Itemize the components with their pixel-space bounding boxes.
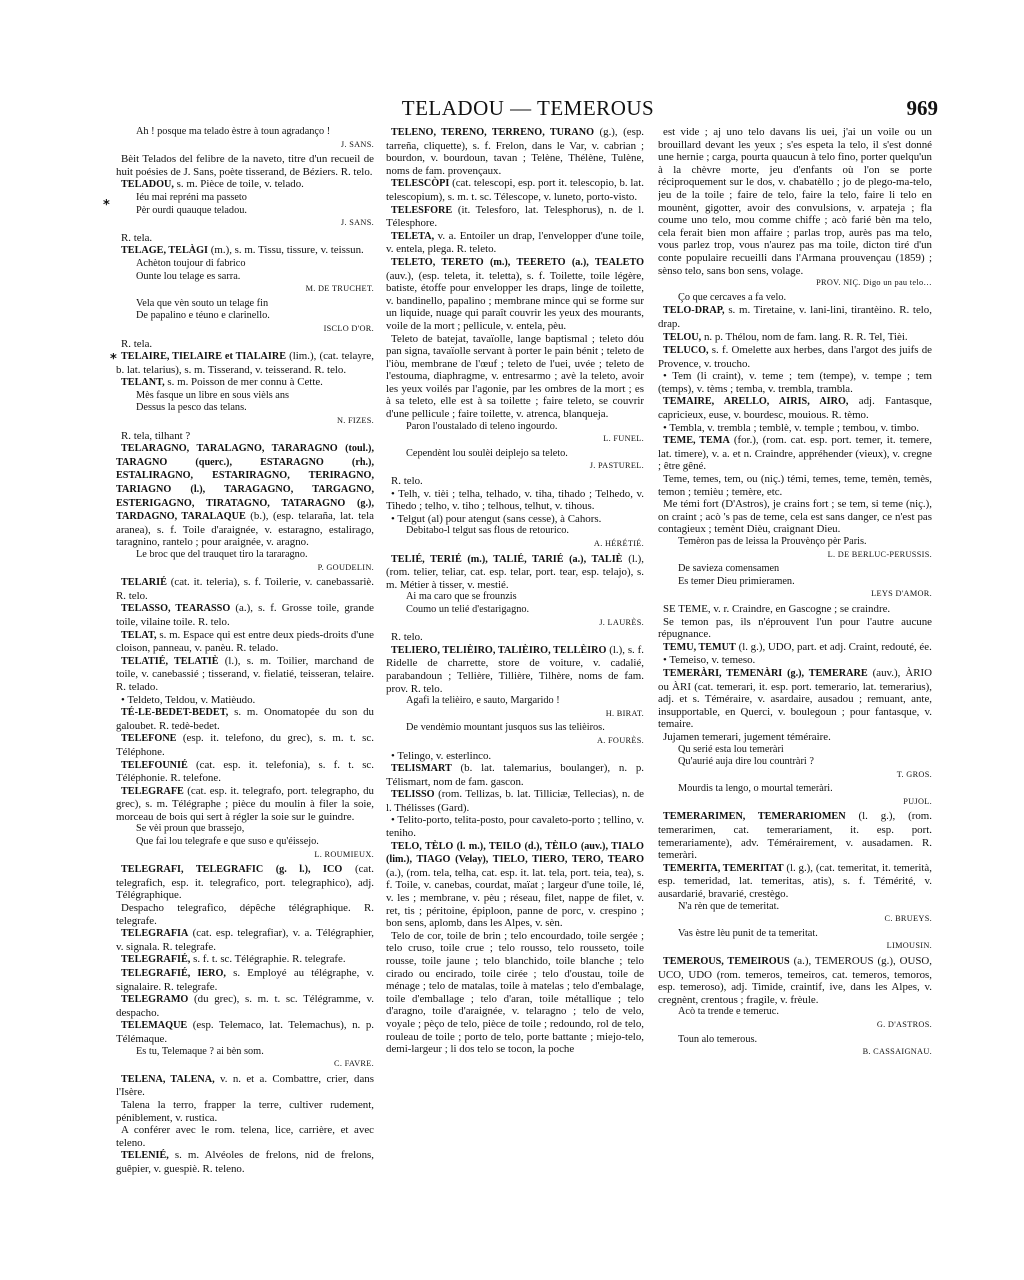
quotation-line: De savieza comensamen [678, 563, 780, 575]
quotation-author: LIMOUSIN. [886, 941, 932, 951]
quotation-author: J. SANS. [340, 218, 374, 228]
dictionary-entry [386, 840, 644, 930]
dictionary-entry [658, 616, 932, 641]
quotation-line: Temèron pas de leissa la Prouvènço pèr Paris. [678, 536, 867, 547]
dictionary-entry [116, 863, 374, 902]
dictionary-entry [116, 1149, 374, 1175]
dictionary-entry [658, 862, 932, 901]
entry-text: R. tela, tilhant ? [121, 429, 191, 442]
entry-text: • Temeiso, v. temeso. [663, 654, 756, 667]
dictionary-entry [116, 902, 374, 927]
entry-text: • Telingo, v. esterlinco. [391, 749, 492, 762]
dictionary-entry [658, 654, 932, 667]
entry-headword: TELISMART [391, 763, 452, 775]
entry-text: (l.), s. f. Ridelle de charrette, store de voiture, v. cadalié, parabandoun ; Tellière, Tillière, Tilhère, noms de fam. prov. R. telo. [386, 643, 644, 695]
dictionary-entry [116, 178, 374, 192]
quotation-line: Agafi la telièiro, e sauto, Margarido ! [406, 695, 560, 707]
dictionary-entry [658, 603, 932, 616]
dictionary-entry [658, 667, 932, 731]
dictionary-entry [386, 513, 644, 526]
quotation-author: L. ROUMIEUX. [314, 849, 374, 859]
dictionary-entry [116, 1099, 374, 1124]
dictionary-entry [116, 376, 374, 390]
dictionary-entry [116, 759, 374, 785]
quotation-line: Ço que cercaves a fa velo. [678, 291, 787, 303]
dictionary-entry [658, 498, 932, 536]
quotation-line: Vela que vèn souto un telage fin [136, 297, 269, 309]
entry-text: s. m. Alvéoles de frelons, nid de frelons, guêpier, v. guespiè. R. teleno. [116, 1149, 374, 1175]
entry-text: n. p. Thélou, nom de fam. lang. R. R. Tel, Tièi. [703, 330, 908, 343]
entry-headword: TELARIÉ [121, 577, 167, 589]
entry-text: (b.), (esp. telaraña, lat. tela aranea), s. f. Toile d'araignée, v. estaragno, estalirago, taragnino, rantelo ; pour araignée, v. aragno. [116, 510, 374, 549]
entry-headword: TEMAIRE, ARELLO, AIRIS, AIRO, [663, 396, 849, 408]
running-title: TELADOU — TEMEROUS [401, 96, 655, 120]
quotation-author: P. GOUDELIN. [317, 562, 374, 572]
entry-headword: TELASSO, TEARASSO [121, 603, 231, 615]
quotation-line: Toun alo temerous. [678, 1033, 758, 1045]
entry-headword: TELADOU, [121, 179, 174, 191]
dictionary-entry [116, 1124, 374, 1149]
quotation-line: Ah ! posque ma telado èstre à toun agradanço ! [136, 126, 331, 137]
entry-text: (l.), (rom. telier, teliar, cat. esp. telar, port. tear, esp. telajo), s. m. Métier à tisser, v. mestié. [386, 552, 644, 591]
entry-text: • Telgut (al) pour atengut (sans cesse), à Cahors. [391, 512, 602, 525]
entry-text: (l. g.), (rom. temerarimen, cat. temerariament, it. esp. port. temerariamente), adv. Témérairement, v. ausadamen. R. temeràri. [658, 810, 932, 862]
dictionary-entry [658, 344, 932, 370]
quotation-author: L. FUNEL. [603, 434, 644, 444]
entry-text: s. f. t. sc. Télégraphie. R. telegrafe. [193, 953, 346, 966]
dictionary-entry [116, 350, 374, 376]
entry-text: s. m. Tiretaine, v. lani-lini, tirantèino. R. telo, drap. [658, 304, 932, 330]
entry-headword: TELISSO [391, 789, 435, 801]
quotation-author: C. FAVRE. [334, 1059, 374, 1069]
entry-headword: TELAIRE, TIELAIRE et TIALAIRE [121, 351, 286, 363]
entry-headword: TELATIÉ, TELATIÈ [121, 655, 219, 667]
dictionary-entry [658, 641, 932, 655]
dictionary-entry [116, 442, 374, 549]
entry-text: (m.), s. m. Tissu, tissure, v. teissun. [210, 244, 364, 257]
entry-text: (for.), (rom. cat. esp. port. temer, it. temere, lat. timere), v. a. et n. Craindre, appréhender (vieux), v. cregne ; être gêné. [658, 434, 932, 473]
dictionary-entry [386, 814, 644, 839]
quotation-author: J. PASTUREL. [589, 461, 644, 471]
entry-headword: TELENA, TALENA, [121, 1073, 215, 1085]
dictionary-entry [386, 475, 644, 488]
dictionary-entry [658, 422, 932, 435]
entry-text: SE TEME, v. r. Craindre, en Gascogne ; se craindre. [663, 602, 891, 615]
dictionary-entry [658, 331, 932, 345]
entry-text: • Teldeto, Teldou, v. Matièudo. [121, 693, 256, 706]
entry-headword: TELUCO, [663, 345, 709, 357]
page-header [118, 96, 938, 126]
entry-text: Teme, temes, tem, ou (niç.) témi, temes, teme, temèn, temès, temon ; temièu ; temère, etc. [658, 473, 932, 498]
entry-text: Despacho telegrafico, dépêche télégraphique. R. telegrafe. [116, 902, 374, 927]
quotation-line: Ounte lou telage es sarra. [136, 270, 241, 282]
entry-text: (cat. esp. it. telegrafo, port. telegrapho, du grec), s. m. Télégraphe ; pièce du moulin à filer la soie, morceau de bois qui sert à régler la soie sur le guindre. [116, 784, 374, 823]
quotation-line: Mès fasque un libre en sous vièls ans [136, 389, 289, 401]
entry-text: s. m. Onomatopée du son du galoubet. R. tedè-bedet. [116, 706, 374, 732]
entry-text: (a.), s. f. Grosse toile, grande toile, vilaine toile. R. telo. [116, 602, 374, 628]
dictionary-entry [658, 395, 932, 421]
quotation-author: M. DE TRUCHET. [305, 284, 374, 294]
entry-text: v. n. et a. Combattre, crier, dans l'Isère. [116, 1072, 374, 1099]
entry-headword: TELEGRAFIÉ, [121, 954, 191, 966]
entry-text: Teleto de batejat, tavaïolle, lange baptismal ; teleto dóu pan signa, tavaïolle servant à porter le pain bénit ; teleto de l'iòu, membrane de l'œuf ; teleto de l'uei, uvée ; teleto de l'estouma, diaphragme, v. entresarmo ; avè la teleto, avoir les yeux voilés par l'agonie, par les ombres de la mort ; es à sa teleto, elle est à sa toilette ; faire teleto, se couvrir d'une pellicule ; faire toilette, v. atrenca, blanqueja. [386, 332, 644, 421]
dictionary-entry [658, 473, 932, 498]
entry-headword: TEME, TEMA [663, 435, 730, 447]
margin-asterisk: * [110, 352, 117, 367]
dictionary-entry [658, 810, 932, 861]
entry-headword: TEMU, TEMUT [663, 641, 736, 653]
dictionary-entry [658, 955, 932, 1006]
entry-text: (lim.), (cat. telayre, b. lat. telarius), s. m. Tisserand, v. teisserand. R. telo. [116, 350, 374, 376]
quotation-line: N'a rèn que de temeritat. [678, 900, 780, 912]
dictionary-entry [386, 788, 644, 814]
entry-text: (cat. esp. telegrafiar), v. a. Télégraphier, v. signala. R. telegrafe. [116, 927, 374, 953]
entry-text: R. tela. [121, 337, 153, 350]
dictionary-entry [116, 967, 374, 993]
dictionary-entry [386, 177, 644, 203]
quotation-line: Acò ta trende e temeruc. [678, 1006, 779, 1018]
entry-text: (auv.), (esp. teleta, it. teletta), s. f. Toilette, toile légère, batiste, étoffe pour envelopper les draps, linge de toilette, v. bandinello, papalino ; membrane mince qui se forme sur un liquide, nuage qui paraît couvrir les yeux des mourants, voile de la mort ; pellicule, v. entela, pèu. [386, 269, 644, 332]
dictionary-entry [116, 1019, 374, 1045]
entry-headword: TEMERITA, TEMERITAT [663, 862, 784, 874]
entry-headword: TELAT, [121, 629, 157, 641]
quotation-line: Pèr ourdi quauque teladou. [136, 204, 247, 216]
entry-text: s. m. Espace qui est entre deux pieds-droits d'une cloison, panneau, v. panèu. R. telado. [116, 628, 374, 655]
dictionary-entry [386, 204, 644, 230]
dictionary-entry [658, 126, 932, 277]
quotation-line: Dessus la pesco das telans. [136, 402, 247, 414]
entry-text: (g.), (esp. tarreña, cliquette), s. f. Frelon, dans le Var, v. cabrian ; bourdon, v. bourdoun, tavan ; Telène, Thélène, Tulène, noms de fam. provençaux. [386, 126, 644, 177]
quotation-line: Cependènt lou soulèi deiplejo sa teleto. [406, 447, 568, 459]
quotation-line: Qu serié esta lou temeràri [678, 743, 784, 755]
entry-text: v. a. Entoiler un drap, l'envelopper d'une toile, v. entela, plega. R. teleto. [386, 229, 644, 256]
entry-headword: TELO, TÈLO (l. m.), TEILO (d.), TÈILO (auv.), TIALO (lim.), TIAGO (Velay), TIELO, TIERO, TERO, TEARO [386, 840, 644, 866]
dictionary-entry [386, 256, 644, 333]
entry-headword: TEMERARIMEN, TEMERARIOMEN [663, 811, 846, 823]
entry-text: s. m. Pièce de toile, v. telado. [176, 178, 304, 191]
entry-text: • Telito-porto, telita-posto, pour cavaleto-porto ; tellino, v. teniho. [386, 814, 644, 840]
entry-text: R. telo. [391, 475, 423, 488]
entry-text: (l. g.), (cat. temeritat, it. temerità, esp. temeridad, lat. temeritas, atis), s. f. Témérité, v. ausardarié, bravarié, crestègo. [658, 861, 932, 901]
entry-text: Se temon pas, ils n'éprouvent l'un pour l'autre aucune répugnance. [658, 615, 932, 641]
quotation-line: Es temer Dieu primieramen. [678, 575, 795, 587]
entry-text: Bèit Telados del felibre de la naveto, titre d'un recueil de huit poésies de J. Sans, poète tisserand, de Béziers. R. telo. [116, 153, 374, 178]
quotation-author: J. SANS. [340, 139, 374, 149]
entry-headword: TELETA, [391, 230, 435, 242]
entry-headword: TELIERO, TELIÈIRO, TALIÈIRO, TELLÈIRO [391, 644, 607, 656]
entry-headword: TELIÉ, TERIÉ (m.), TALIÉ, TARIÉ (a.), TALIÈ [391, 553, 623, 565]
entry-text: • Tembla, v. trembla ; temblè, v. temple ; tembou, v. timbo. [663, 421, 920, 434]
quotation-author: B. CASSAIGNAU. [862, 1047, 932, 1057]
entry-text: Telo de cor, toile de brin ; telo encourdado, toile sergée ; telo cruso, toile crue ; telo rousso, telo rousseto, toile rousse, toile jaune ; telo blanchido, toile blanche ; telo cirado ou encirado, toile cirée ; telo d'oustau, toile de ménage ; telo de matalas, toile à matelas ; telo d'embalage, toile d'emballage ; telo d'aran, toile métallique ; telo d'aragno, toile d'araignée, v. telaragno ; telo de velo, voyale ; pèço de telo, pièce de toile ; redoundo, rol de telo, rouleau de toile ; porto de telo, porte battante ; miejo-telo, demi-largeur ; li dos telo se tocon, la poche [386, 929, 644, 1056]
quotation-author: J. LAURÈS. [599, 617, 644, 627]
entry-headword: TELO-DRAP, [663, 305, 725, 317]
margin-asterisk: * [103, 198, 110, 213]
entry-text: (a.), TEMEROUS (g.), OUSO, UCO, UDO (rom. temeros, temeiros, cat. temeros, temoros, esp. temeroso), adj. Timide, craintif, ive, dans les Alpes, v. cregnènt, crentous ; fragile, v. frèule. [658, 955, 932, 1006]
entry-text: (b. lat. talemarius, boulanger), n. p. Télismart, nom de fam. gascon. [386, 762, 644, 788]
quotation-line: Le broc que del trauquet tiro la tararagno. [136, 549, 308, 560]
dictionary-entry [116, 993, 374, 1019]
entry-text: s. m. Poisson de mer connu à Cette. [167, 376, 323, 389]
dictionary-entry [386, 631, 644, 644]
entry-text: (cat. it. teleria), s. f. Toilerie, v. canebassariè. R. telo. [116, 576, 374, 602]
entry-headword: TELESFORE [391, 204, 453, 216]
dictionary-entry [116, 430, 374, 443]
dictionary-column-1 [116, 126, 374, 1236]
dictionary-entry [658, 370, 932, 395]
entry-headword: TEMERÀRI, TEMENÀRI (g.), TEMERARE [663, 667, 868, 679]
entry-headword: TELEGRAMO [121, 994, 189, 1006]
quotation-line: Achèton toujour di fabrico [136, 257, 246, 269]
quotation-author: N. FIZES. [336, 416, 374, 426]
quotation-author: PROV. NIÇ. Digo un pau telo… [816, 278, 932, 288]
quotation-author: T. GROS. [896, 769, 932, 779]
entry-headword: TEMEROUS, TEMEIROUS [663, 956, 790, 967]
entry-text: Jujamen temerari, jugement téméraire. [663, 730, 831, 743]
dictionary-entry [386, 930, 644, 1056]
dictionary-entry [386, 644, 644, 695]
quotation-line: Mourdis ta lengo, o mourtal temeràri. [678, 783, 833, 795]
entry-text: (l.), s. m. Toilier, marchand de toile, v. canebassié ; tisserand, v. fielatié, teisseran, telaire. R. telado. [116, 654, 374, 693]
entry-text: (cat. telegrafich, esp. it. telegrafico, port. telegraphico), adj. Télégraphique. [116, 863, 374, 902]
entry-text: (cat. telescopi, esp. port it. telescopio, b. lat. telescopium), s. m. t. sc. Télescope, v. luneto, porto-visto. [386, 177, 644, 203]
quotation-author: C. BRUEYS. [884, 914, 932, 924]
dictionary-entry [116, 706, 374, 732]
entry-headword: TELEMAQUE [121, 1020, 188, 1032]
dictionary-entry [116, 153, 374, 178]
dictionary-entry [658, 731, 932, 744]
quotation-line: Coumo un telié d'estarigagno. [406, 603, 530, 615]
entry-text: R. tela. [121, 231, 153, 244]
dictionary-entry [116, 655, 374, 694]
entry-text: R. telo. [391, 631, 423, 644]
quotation-line: Vas èstre lèu punit de ta temeritat. [678, 927, 818, 939]
entry-text: (rom. Tellizas, b. lat. Tilliciæ, Tellecias), n. de l. Thélisses (Gard). [386, 788, 644, 814]
entry-text: (a.), (rom. tela, telha, cat. esp. it. lat. tela, port. teia, tea), s. f. Toile, v. canebas, courdat, maïat ; largeur d'une toile, lé, v. les ; membrane, v. pèu ; réseau, filet, nappe de filet, v. ret, tis ; péritoine, épiploon, panne de porc, v. crespino ; bon sens, aplomb, dans les Alpes, v. sèn. [386, 866, 644, 930]
entry-text: Talena la terro, frapper la terre, cultiver rudement, péniblement, v. rustica. [116, 1098, 374, 1124]
dictionary-entry [116, 953, 374, 967]
quotation-author: H. BIRAT. [605, 708, 644, 718]
entry-text: (cat. esp. it. telefonia), s. f. t. sc. Téléphonie. R. telefone. [116, 758, 374, 785]
dictionary-entry [116, 232, 374, 245]
quotation-line: De vendèmio mountant jusquos sus las telièiros. [406, 722, 605, 734]
dictionary-entry [116, 927, 374, 953]
entry-text: • Telh, v. tièi ; telha, telhado, v. tiha, tihado ; Telhedo, v. Tihedo ; telho, v. tiho ; telhous, telhut, v. tihous. [386, 487, 644, 513]
quotation-author: L. DE BERLUC-PERUSSIS. [827, 549, 932, 559]
dictionary-column-2 [386, 126, 644, 1236]
entry-headword: TELANT, [121, 377, 165, 389]
dictionary-entry [116, 629, 374, 655]
entry-headword: TELEGRAFE [121, 785, 184, 797]
quotation-author: A. FOURÈS. [596, 735, 644, 745]
dictionary-entry [116, 338, 374, 351]
quotation-author: G. D'ASTROS. [876, 1019, 932, 1029]
quotation-line: Debitabo-l telgut sas flous de retourico. [406, 525, 569, 537]
dictionary-entry [116, 694, 374, 707]
dictionary-entry [386, 230, 644, 256]
dictionary-entry [386, 488, 644, 513]
entry-headword: TELARAGNO, TARALAGNO, TARARAGNO (toul.), TARAGNO (querc.), ESTARAGNO (rh.), ESTALIRAGNO, ESTARIRAGNO, TERIRAGNO, TARIAGNO (l.), TARAGAGNO, TARGAGNO, ESTERIGAGNO, TIRATAGNO, TATARAGNO (g.), TARDAGNO, TARALAQUE [116, 443, 374, 523]
dictionary-entry [116, 785, 374, 824]
dictionary-entry [386, 762, 644, 788]
quotation-line: Paron l'oustalado di teleno ingourdo. [406, 420, 558, 432]
dictionary-entry [658, 304, 932, 330]
entry-headword: TELAGE, TELÀGI [121, 245, 209, 257]
quotation-line: De papalino e téuno e clarinello. [136, 310, 270, 322]
page-number: 969 [906, 96, 938, 120]
entry-headword: TELETO, TERETO (m.), TEERETO (a.), TEALETO [391, 256, 644, 268]
entry-text: adj. Fantasque, capricieux, euse, v. bourdesc, mouious. R. tèmo. [658, 395, 932, 422]
entry-headword: TELENIÉ, [121, 1150, 169, 1162]
entry-headword: TELEFONE [121, 733, 177, 745]
quotation-line: Qu'aurié auja dire lou countràri ? [678, 756, 814, 768]
entry-text: (auv.), ÀRIO ou ÀRI (cat. temerari, it. esp. port. temerario, lat. temerarius), adj. et s. Téméraire, v. asardaire, ausadou ; remuant, ante, insupportable, en Querci, v. boulegoun ; pour fantasque, v. temaire. [658, 666, 932, 731]
entry-text: (it. Telesforo, lat. Telesphorus), n. de l. Télesphore. [386, 203, 644, 230]
quotation-author: LEYS D'AMOR. [871, 589, 932, 599]
dictionary-entry [658, 434, 932, 473]
quotation-line: Ai ma caro que se frounzis [406, 591, 517, 603]
entry-text: (du grec), s. m. t. sc. Télégramme, v. despacho. [116, 993, 374, 1019]
dictionary-entry [116, 576, 374, 602]
entry-text: (l. g.), UDO, part. et adj. Craint, redouté, ée. [738, 640, 932, 653]
entry-headword: TELEGRAFI, TELEGRAFIC (g. l.), ICO [121, 864, 343, 876]
entry-text: (esp. it. telefono, du grec), s. m. t. sc. Téléphone. [116, 732, 374, 758]
quotation-author: A. HÉRÉTIÉ. [593, 539, 644, 548]
dictionary-entry [386, 750, 644, 763]
entry-text: s. f. Omelette aux herbes, dans l'argot des juifs de Provence, v. troucho. [658, 344, 932, 370]
dictionary-column-3 [658, 126, 932, 1236]
entry-headword: TÉ-LE-BEDET-BEDET, [121, 707, 229, 719]
entry-text: s. Employé au télégraphe, v. signalaire. R. telegrafe. [116, 967, 374, 993]
entry-text: (esp. Telemaco, lat. Telemachus), n. p. Télémaque. [116, 1019, 374, 1045]
entry-text: Me témi fort (D'Astros), je crains fort ; se tem, si teme (niç.), on craint ; acò 's pas de teme, cela est sans danger, ce n'est pas contagieux ; temènt Dièu, craignant Dieu. [658, 498, 932, 536]
dictionary-entry [116, 602, 374, 628]
dictionary-entry [386, 553, 644, 592]
quotation-author: ISCLO D'OR. [323, 323, 374, 333]
quotation-line: Se vèi proun que brassejo, [136, 823, 245, 835]
dictionary-entry [116, 732, 374, 758]
entry-headword: TELEGRAFIÉ, IERO, [121, 968, 226, 979]
dictionary-entry [116, 1073, 374, 1099]
entry-text: • Tem (li craint), v. teme ; tem (tempe), v. tempe ; tem (temps), v. tèms ; temba, v. trembla, trambla. [658, 370, 932, 395]
dictionary-entry [386, 333, 644, 421]
entry-headword: TELEGRAFIA [121, 928, 189, 940]
entry-headword: TELESCÒPI [391, 178, 450, 190]
entry-text: est vide ; aj uno telo davans lis uei, j'ai un voile ou un brouillard devant les yeux ; s'es espeta la telo, il s'est donné une hernie ; carga, pourta quaucun à telo fino, porter quelqu'un à la chèvre morte, jeu d'enfants où l'on se porte réciproquement sur le dos, v. chabatèllo ; jo de plego-ma-telo, jeu de la toile ; faire de telo, faire la telo, faire li telo en mounènt, gigotter, avoir des convulsions, v. arpateja ; fla coume uno telo, mou comme chiffe ; acò farié bèn ma telo, cela ferait bien mon affaire ; parlas trop, aurès pas ma telo, vous parlez trop, vous n'aurez pas ma toile, dicton tiré d'un conte populaire recueilli dans l'Armana prouvençau (1859) ; sènso telo, sans bon sens, volage. [658, 126, 932, 277]
dictionary-entry [386, 126, 644, 177]
quotation-author: PUJOL. [903, 796, 932, 806]
quotation-line: Es tu, Telemaque ? ai bèn som. [136, 1045, 264, 1057]
quotation-line: Que fai lou telegrafe e que suso e qu'éissejo. [136, 836, 319, 848]
quotation-line: Iéu mai repréni ma passeto [136, 191, 247, 203]
entry-text: A conférer avec le rom. telena, lice, carrière, et avec teleno. [116, 1124, 374, 1149]
entry-headword: TELEFOUNIÉ [121, 759, 188, 771]
dictionary-entry [116, 244, 374, 258]
entry-headword: TELENO, TERENO, TERRENO, TURANO [391, 127, 595, 138]
entry-headword: TELOU, [663, 331, 702, 343]
